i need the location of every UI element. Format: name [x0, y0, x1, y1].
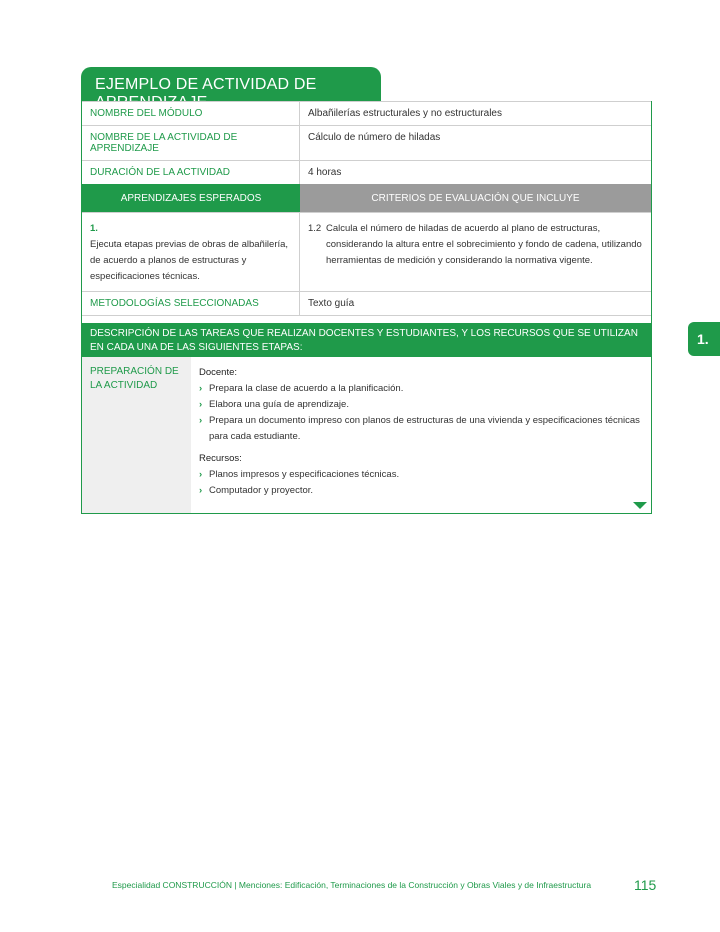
- list-item: › Prepara un documento impreso con planos de estructuras de una vivienda y especificaciones técnicas para cada estudiante.: [199, 413, 643, 445]
- value: Cálculo de número de hiladas: [308, 132, 441, 143]
- label: METODOLOGÍAS SELECCIONADAS: [82, 292, 300, 315]
- label: NOMBRE DE LA ACTIVIDAD DE APRENDIZAJE: [82, 126, 300, 160]
- activity-table: [81, 101, 652, 514]
- label: DURACIÓN DE LA ACTIVIDAD: [82, 161, 300, 184]
- header-aprendizajes: APRENDIZAJES ESPERADOS: [82, 184, 300, 212]
- preparation-label: PREPARACIÓN DE LA ACTIVIDAD: [82, 357, 191, 513]
- aprendizaje-num: 1.: [90, 223, 98, 234]
- criterio-text: Calcula el número de hiladas de acuerdo al plano de estructuras, considerando la altura entre el sobrecimiento y fondo de cadena, utilizando herramientas de medición y considerando la normativa vigente.: [326, 223, 642, 266]
- row-learning: [82, 212, 651, 291]
- table-header: [82, 184, 651, 212]
- activity-title: EJEMPLO DE ACTIVIDAD DE APRENDIZAJE: [81, 67, 381, 102]
- page-number: 115: [634, 877, 657, 893]
- row-activity: [82, 125, 651, 160]
- chapter-tab: 1.: [688, 322, 720, 356]
- footer-text: Especialidad CONSTRUCCIÓN | Menciones: Edificación, Terminaciones de la Construcción y Obras Viales y de Infraestructura: [112, 880, 592, 890]
- aprendizaje-text: Ejecuta etapas previas de obras de albañilería, de acuerdo a planos de estructuras y especificaciones técnicas.: [90, 239, 289, 282]
- docente-label: Docente:: [199, 367, 238, 378]
- value: Albañilerías estructurales y no estructurales: [308, 108, 502, 119]
- list-item: › Prepara la clase de acuerdo a la planificación.: [199, 381, 643, 397]
- value: 4 horas: [308, 167, 342, 178]
- header-criterios: CRITERIOS DE EVALUACIÓN QUE INCLUYE: [300, 184, 651, 212]
- row-duration: [82, 160, 651, 184]
- list-item: › Planos impresos y especificaciones técnicas.: [199, 467, 643, 483]
- triangle-down-icon: [633, 502, 647, 509]
- label: NOMBRE DEL MÓDULO: [82, 102, 300, 125]
- list-item: › Computador y proyector.: [199, 483, 643, 499]
- recursos-label: Recursos:: [199, 453, 242, 464]
- row-methodologies: [82, 291, 651, 315]
- criterio-num: 1.2: [308, 223, 322, 234]
- list-item: › Elabora una guía de aprendizaje.: [199, 397, 643, 413]
- description-header: DESCRIPCIÓN DE LAS TAREAS QUE REALIZAN DOCENTES Y ESTUDIANTES, Y LOS RECURSOS QUE SE UTILIZAN EN CADA UNA DE LAS SIGUIENTES ETAPAS:: [82, 323, 651, 357]
- preparation-row: [82, 357, 651, 513]
- row-module: [82, 101, 651, 125]
- value: Texto guía: [308, 298, 355, 309]
